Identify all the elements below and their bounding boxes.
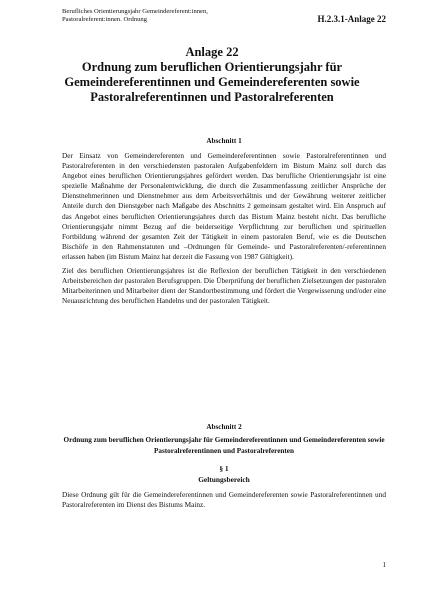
- title-line-4: Pastoralreferentinnen und Pastoralreferenten: [90, 90, 334, 104]
- document-code: H.2.3.1-Anlage 22: [317, 14, 386, 24]
- running-header-left: [62, 8, 208, 24]
- paragraph-sign: § 1: [219, 464, 229, 473]
- section-1-paragraph-1: Der Einsatz von Gemeindereferenten und Gemeindereferentinnen sowie Pastoralreferentinnen und Pastoralreferenten in den verschiedensten pastoralen Aufgabenfeldern im Bistum Mainz soll durch das Angebot eines beruflichen Orientierungsjahres gefördert werden. Das berufliche Orientierungsjahr ist eine spezielle Maßnahme der Personalentwicklung, die durch die Zusammenfassung zeitlicher Ansprüche der Dienstnehmerinnen und Dienstnehmer aus dem Arbeitsverhältnis und der Gewährung weiterer zeitlicher Anteile durch den Dienstgeber nach Maßgabe des Abschnitts 2 gemeinsam gestaltet wird. Ein Anspruch auf das Angebot eines beruflichen Orientierungsjahres durch das Bistum Mainz besteht nicht. Das berufliche Orientierungsjahr nimmt Bezug auf die beiderseitige Verpflichtung zur beruflichen und spirituellen Fortbildung während der gesamten Zeit der Tätigkeit in einem pastoralen Beruf, wie es die Deutschen Bischöfe in den Rahmenstatuten und –Ordnungen für Gemeinde- und Pastoralreferenten/-referentinnen erlassen haben (im Bistum Mainz hat derzeit die Fassung von 1987 Gültigkeit).: [62, 151, 386, 261]
- section-1-body: [62, 151, 386, 306]
- section-2-body: [62, 490, 386, 510]
- title-line-2: Ordnung zum beruflichen Orientierungsjahr für: [81, 60, 343, 74]
- scope-paragraph: Diese Ordnung gilt für die Gemeindereferentinnen und Gemeindereferenten sowie Pastoralreferentinnen und Pastoralreferenten im Dienst des Bistums Mainz.: [62, 490, 386, 510]
- section-1-heading: Abschnitt 1: [206, 137, 242, 145]
- section-1-paragraph-2: Ziel des beruflichen Orientierungsjahres ist die Reflexion der beruflichen Tätigkeit in den verschiedenen Arbeitsbereichen der pastoralen Berufsgruppen. Die Überprüfung der beruflichen Zielsetzungen der pastoralen Mitarbeiterinnen und Mitarbeiter dient der Standortbestimmung und fördert die Vergewisserung und/oder eine Neuausrichtung des beruflichen Handelns und der pastoralen Tätigkeit.: [62, 266, 386, 306]
- paragraph-title: Geltungsbereich: [198, 475, 250, 484]
- section-2-subtitle: Ordnung zum beruflichen Orientierungsjahr für Gemeindereferentinnen und Gemeindereferenten sowie Pastoralreferentinnen und Pastoralreferenten: [63, 436, 385, 455]
- title-line-3: Gemeindereferentinnen und Gemeindereferenten sowie: [64, 75, 360, 89]
- page-number: 1: [382, 561, 386, 569]
- title-line-1: Anlage 22: [185, 45, 239, 59]
- header-line-1: Berufliches Orientierungsjahr Gemeindereferent:innen,: [62, 8, 208, 15]
- section-2-heading: Abschnitt 2: [206, 423, 242, 431]
- header-line-2: Pastoralreferent:innen. Ordnung: [62, 16, 147, 23]
- document-title: [40, 45, 384, 105]
